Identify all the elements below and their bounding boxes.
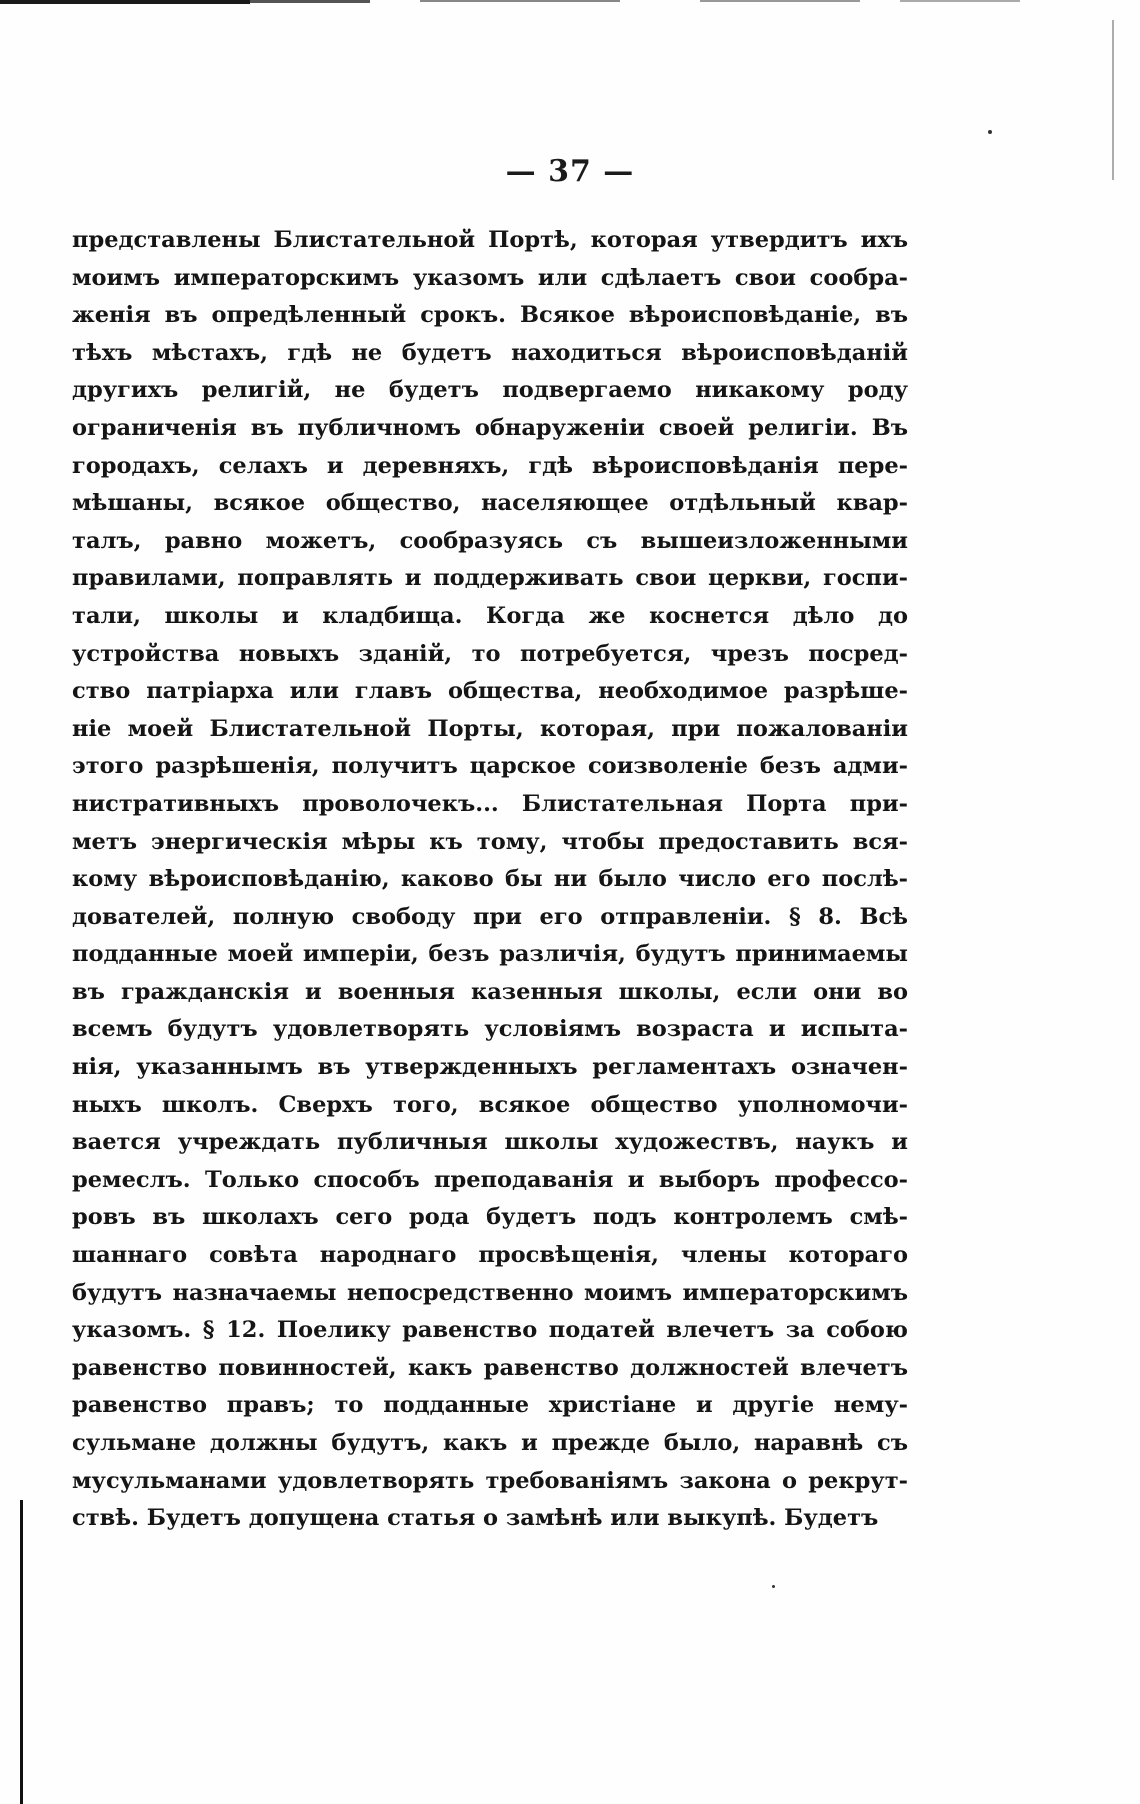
text-line: другихъ религій, не будетъ подвергаемо никакому роду	[72, 377, 908, 404]
scan-left-edge	[20, 1500, 23, 1804]
text-line: мѣшаны, всякое общество, населяющее отдѣльный квар-	[72, 490, 908, 517]
text-line: метъ энергическія мѣры къ тому, чтобы предоставить вся-	[72, 828, 908, 855]
text-line: нія, указаннымъ въ утвержденныхъ регламентахъ означен-	[72, 1054, 908, 1081]
text-line: ство патріарха или главъ общества, необходимое разрѣше-	[72, 678, 908, 705]
text-line: равенство правъ; то подданные христіане и другіе нему-	[72, 1392, 908, 1419]
scan-speck	[772, 1585, 775, 1588]
text-line: тѣхъ мѣстахъ, гдѣ не будетъ находиться вѣроисповѣданій	[72, 339, 908, 366]
text-line: городахъ, селахъ и деревняхъ, гдѣ вѣроисповѣданія пере-	[72, 452, 908, 479]
text-line: женія въ опредѣленный срокъ. Всякое вѣроисповѣданіе, въ	[72, 302, 908, 329]
text-line: ремеслъ. Только способъ преподаванія и выборъ профессо-	[72, 1166, 908, 1193]
text-line: моимъ императорскимъ указомъ или сдѣлаетъ свои сообра-	[72, 264, 908, 291]
text-line: будутъ назначаемы непосредственно моимъ императорскимъ	[72, 1279, 908, 1306]
text-line: правилами, поправлять и поддерживать свои церкви, госпи-	[72, 565, 908, 592]
text-line: ровъ въ школахъ сего рода будетъ подъ контролемъ смѣ-	[72, 1204, 908, 1231]
text-line: тали, школы и кладбища. Когда же коснется дѣло до	[72, 602, 908, 629]
text-line: подданные моей имперіи, безъ различія, будутъ принимаемы	[72, 941, 908, 968]
text-line: устройства новыхъ зданій, то потребуется, чрезъ посред-	[72, 640, 908, 667]
text-line: равенство повинностей, какъ равенство должностей влечетъ	[72, 1354, 908, 1381]
body-text	[72, 222, 908, 1538]
text-line: вается учреждать публичныя школы художествъ, наукъ и	[72, 1129, 908, 1156]
text-line: указомъ. § 12. Поелику равенство податей влечетъ за собою	[72, 1317, 908, 1344]
text-line: мусульманами удовлетворять требованіямъ закона о рекрут-	[72, 1467, 908, 1494]
text-line: въ гражданскія и военныя казенныя школы, если они во	[72, 978, 908, 1005]
text-line: кому вѣроисповѣданію, каково бы ни было число его послѣ-	[72, 866, 908, 893]
scan-speck	[988, 130, 992, 134]
text-line: этого разрѣшенія, получитъ царское соизволеніе безъ адми-	[72, 753, 908, 780]
text-line: представлены Блистательной Портѣ, которая утвердитъ ихъ	[72, 227, 908, 253]
text-line: нистративныхъ проволочекъ... Блистательная Порта при-	[72, 790, 908, 817]
text-line: всемъ будутъ удовлетворять условіямъ возраста и испыта-	[72, 1016, 908, 1043]
page-number: — 37 —	[505, 154, 635, 189]
scan-top-edge	[0, 0, 1140, 10]
text-line: дователей, полную свободу при его отправленіи. § 8. Всѣ	[72, 903, 908, 930]
text-line: шаннаго совѣта народнаго просвѣщенія, члены котораго	[72, 1242, 908, 1269]
text-line: ограниченія въ публичномъ обнаруженіи своей религіи. Въ	[72, 414, 908, 441]
text-line: талъ, равно можетъ, сообразуясь съ вышеизложенными	[72, 527, 908, 554]
text-line: ніе моей Блистательной Порты, которая, при пожалованіи	[72, 715, 908, 742]
text-line: ныхъ школъ. Сверхъ того, всякое общество уполномочи-	[72, 1091, 908, 1118]
text-line: ствѣ. Будетъ допущена статья о замѣнѣ или выкупѣ. Будетъ	[72, 1505, 879, 1532]
text-line: сульмане должны будутъ, какъ и прежде было, наравнѣ съ	[72, 1430, 908, 1456]
